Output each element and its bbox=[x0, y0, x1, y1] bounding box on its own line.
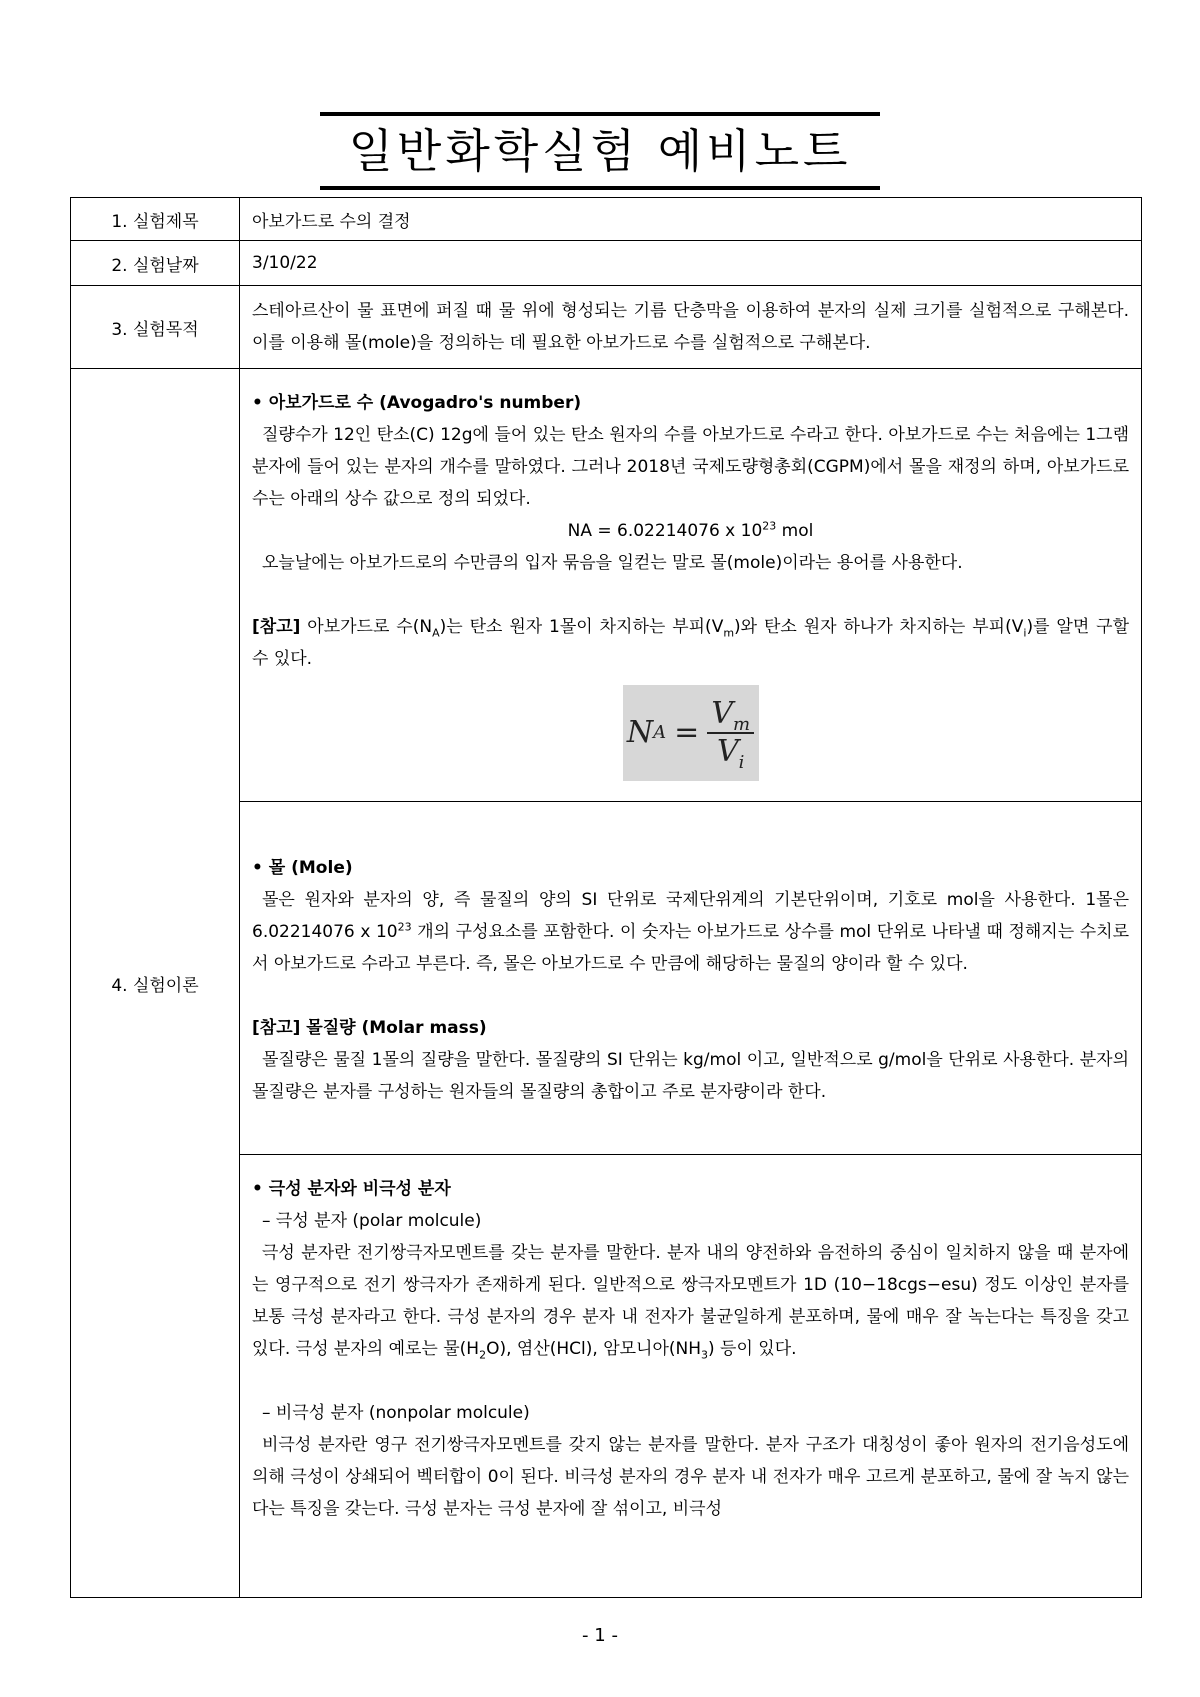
label-experiment-theory: 4. 실험이론 bbox=[71, 369, 240, 1598]
heading-avogadro: • 아보가드로 수 (Avogadro's number) bbox=[252, 393, 582, 413]
subheading-nonpolar: – 비극성 분자 (nonpolar molcule) bbox=[262, 1403, 530, 1423]
para-avogadro-today: 오늘날에는 아보가드로의 수만큼의 입자 묶음을 일컫는 말로 몰(mole)이라는 용어를 사용한다. bbox=[262, 553, 963, 573]
para-avogadro-reference: [참고] 아보가드로 수$(N_A)$는 탄소 원자 1몰이 차지하는 부피$(V_m)$와 탄소 원자 하나가 차지하는 부피$(V_i)$를 알면 구할 수 있다. bbox=[252, 617, 1129, 669]
value-experiment-purpose: 스테아르산이 물 표면에 퍼질 때 물 위에 형성되는 기름 단층막을 이용하여 분자의 실제 크기를 실험적으로 구해본다. 이를 이용해 몰(mole)을 정의하는 데 필요한 아보가드로 수를 실험적으로 구해본다. bbox=[240, 286, 1142, 369]
label-experiment-purpose: 3. 실험목적 bbox=[71, 286, 240, 369]
formula-image: N A = $\frac{V_m}{V_i}$ bbox=[623, 685, 759, 781]
title-frame bbox=[320, 112, 880, 190]
para-avogadro-definition: 질량수가 12인 탄소(C) 12g에 들어 있는 탄소 원자의 수를 아보가드로 수라고 한다. 아보가드로 수는 처음에는 1그램 분자에 들어 있는 분자의 개수를 말하였다. 그러나 2018년 국제도량형총회(CGPM)에서 몰을 재정의 하며, 아보가드로 수는 아래의 상수 값으로 정의 되었다. bbox=[252, 425, 1129, 509]
ref-tag: [참고] bbox=[252, 617, 301, 637]
page-title: 일반화학실험 예비노트 bbox=[348, 124, 852, 178]
subheading-polar: – 극성 분자 (polar molcule) bbox=[262, 1211, 482, 1231]
heading-polar: • 극성 분자와 비극성 분자 bbox=[252, 1179, 451, 1199]
heading-molar-mass: [참고] 몰질량 (Molar mass) bbox=[252, 1018, 487, 1038]
page-number: - 1 - bbox=[582, 1625, 618, 1646]
prenote-table bbox=[70, 197, 1142, 1598]
section-avogadro bbox=[240, 369, 1142, 802]
label-experiment-date: 2. 실험날짜 bbox=[71, 241, 240, 286]
row-experiment-purpose bbox=[71, 286, 1142, 369]
equation-exponent: 23 bbox=[762, 519, 777, 533]
para-mole-definition: 몰은 원자와 분자의 양, 즉 물질의 양의 SI 단위로 국제단위계의 기본단위이며, 기호로 mol을 사용한다. 1몰은 6.02214076 x $10^{23}$ 개의 구성요소를 포함한다. 이 숫자는 아보가드로 상수를 mol 단위로 나타낼 때 정해지는 수치로서 아보가드로 수라고 부른다. 즉, 몰은 아보가드로 수 만큼에 해당하는 물질의 양이라 할 수 있다. bbox=[252, 890, 1129, 974]
para-polar: 극성 분자란 전기쌍극자모멘트를 갖는 분자를 말한다. 분자 내의 양전하와 음전하의 중심이 일치하지 않을 때 분자에는 영구적으로 전기 쌍극자가 존재하게 된다. 일반적으로 쌍극자모멘트가 1D (10−18cgs−esu) 정도 이상인 분자를 보통 극성 분자라고 한다. 극성 분자의 경우 분자 내 전자가 불균일하게 분포하며, 물에 매우 잘 녹는다는 특징을 갖고 있다. 극성 분자의 예로는 물$(H_2O)$, 염산(HCl), 암모니아$(NH_3)$ 등이 있다. bbox=[252, 1243, 1129, 1362]
formula-lhs: N bbox=[626, 715, 654, 750]
equation-unit: mol bbox=[776, 521, 814, 541]
formula-numerator: $V_m$ bbox=[707, 698, 754, 734]
label-experiment-title: 1. 실험제목 bbox=[71, 198, 240, 241]
section-polar bbox=[240, 1155, 1142, 1598]
value-experiment-title: 아보가드로 수의 결정 bbox=[240, 198, 1142, 241]
para-nonpolar: 비극성 분자란 영구 전기쌍극자모멘트를 갖지 않는 분자를 말한다. 분자 구조가 대칭성이 좋아 원자의 전기음성도에 의해 극성이 상쇄되어 벡터합이 0이 된다. 비극성 분자의 경우 분자 내 전자가 매우 고르게 분포하고, 물에 잘 녹지 않는다는 특징을 갖는다. 극성 분자는 극성 분자에 잘 섞이고, 비극성 bbox=[252, 1435, 1129, 1519]
equation-avogadro bbox=[252, 515, 1129, 547]
equation-main: NA = 6.02214076 x 10 bbox=[567, 521, 763, 541]
heading-mole: • 몰 (Mole) bbox=[252, 858, 353, 878]
formula-fraction bbox=[707, 696, 754, 773]
row-experiment-title bbox=[71, 198, 1142, 241]
formula-equals: = bbox=[674, 715, 700, 750]
section-mole bbox=[240, 802, 1142, 1155]
row-experiment-date bbox=[71, 241, 1142, 286]
row-theory-avogadro bbox=[71, 369, 1142, 802]
formula-denominator: $V_i$ bbox=[716, 734, 745, 773]
para-molar-mass: 몰질량은 물질 1몰의 질량을 말한다. 몰질량의 SI 단위는 kg/mol 이고, 일반적으로 g/mol을 단위로 사용한다. 분자의 몰질량은 분자를 구성하는 원자들의 몰질량의 총합이고 주로 분자량이라 한다. bbox=[252, 1050, 1129, 1102]
value-experiment-date: 3/10/22 bbox=[240, 241, 1142, 286]
